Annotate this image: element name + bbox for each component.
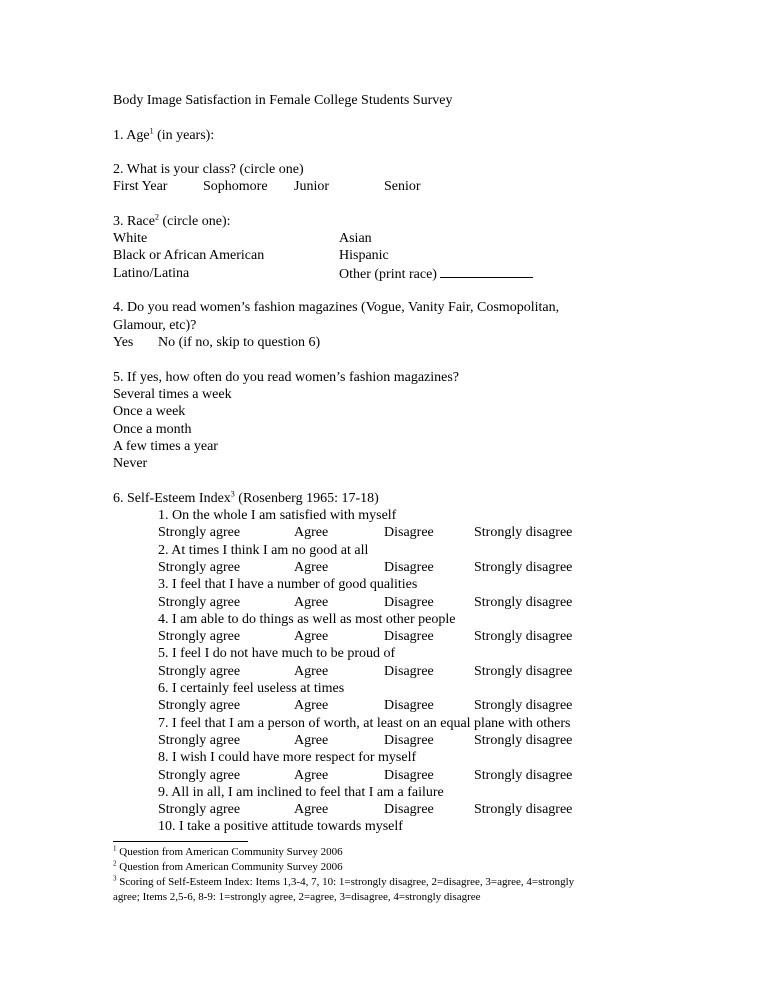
survey-title: Body Image Satisfaction in Female College Students Survey [113,93,453,108]
footnote-1: $^1$ Question from American Community Survey 2006 [113,844,343,858]
strongly-agree-option[interactable]: Strongly agree [158,767,241,783]
self-esteem-statement: 2. At times I think I am no good at all [158,542,369,558]
strongly-agree-option[interactable]: Strongly agree [158,732,241,748]
question-1: 1. Age$^1$ (in years): [113,126,215,143]
question-6: 6. Self-Esteem Index$^3$ (Rosenberg 1965: 17-18) [113,489,379,506]
footnote-ref-3: 3 [230,489,235,499]
strongly-disagree-option[interactable]: Strongly disagree [474,732,573,748]
question-5: 5. If yes, how often do you read women’s fashion magazines? [113,370,460,385]
question-4-line-1: 4. Do you read women’s fashion magazines (Vogue, Vanity Fair, Cosmopolitan, [113,300,560,315]
race-option-hispanic[interactable]: Hispanic [339,248,389,263]
class-option-senior[interactable]: Senior [384,179,421,194]
strongly-agree-option[interactable]: Strongly agree [158,698,241,714]
agree-option[interactable]: Agree [294,559,329,575]
frequency-option[interactable]: Several times a week [113,387,232,402]
strongly-agree-option[interactable]: Strongly agree [158,663,241,679]
agree-option[interactable]: Agree [294,663,329,679]
strongly-agree-option[interactable]: Strongly agree [158,525,241,541]
question-2: 2. What is your class? (circle one) [113,162,304,177]
class-option-sophomore[interactable]: Sophomore [203,179,268,194]
disagree-option[interactable]: Disagree [384,663,434,679]
strongly-disagree-option[interactable]: Strongly disagree [474,802,573,818]
question-4-line-2: Glamour, etc)? [113,318,197,333]
strongly-disagree-option[interactable]: Strongly disagree [474,559,573,575]
self-esteem-statement: 9. All in all, I am inclined to feel that I am a failure [158,784,444,800]
disagree-option[interactable]: Disagree [384,732,434,748]
class-option-junior[interactable]: Junior [294,179,329,194]
agree-option[interactable]: Agree [294,698,329,714]
agree-option[interactable]: Agree [294,802,329,818]
race-option-asian[interactable]: Asian [339,231,372,246]
race-option-white[interactable]: White [113,231,148,246]
self-esteem-statement: 4. I am able to do things as well as most other people [158,611,456,627]
footnote-ref-1: 1 [149,126,154,136]
strongly-agree-option[interactable]: Strongly agree [158,629,241,645]
question-3: 3. Race$^2$ (circle one): [113,212,231,229]
footnote-ref-2: 2 [154,212,159,222]
disagree-option[interactable]: Disagree [384,629,434,645]
agree-option[interactable]: Agree [294,525,329,541]
footnote-divider [113,841,248,842]
footnote-2: $^2$ Question from American Community Survey 2006 [113,859,343,873]
strongly-disagree-option[interactable]: Strongly disagree [474,629,573,645]
agree-option[interactable]: Agree [294,732,329,748]
self-esteem-statement: 8. I wish I could have more respect for myself [158,750,417,766]
self-esteem-statement: 10. I take a positive attitude towards myself [158,819,403,835]
race-option-other[interactable]: Other (print race) [339,265,533,283]
disagree-option[interactable]: Disagree [384,802,434,818]
strongly-disagree-option[interactable]: Strongly disagree [474,767,573,783]
footnote-3: $^3$ Scoring of Self-Esteem Index: Items 1,3-4, 7, 10: 1=strongly disagree, 2=disagree, 3=agree, 4=strongly [113,874,575,888]
self-esteem-statement: 5. I feel I do not have much to be proud of [158,646,396,662]
self-esteem-statement: 7. I feel that I am a person of worth, at least on an equal plane with others [158,715,571,731]
strongly-disagree-option[interactable]: Strongly disagree [474,594,573,610]
strongly-agree-option[interactable]: Strongly agree [158,559,241,575]
agree-option[interactable]: Agree [294,629,329,645]
class-option-first-year[interactable]: First Year [113,179,168,194]
disagree-option[interactable]: Disagree [384,559,434,575]
frequency-option[interactable]: A few times a year [113,439,218,454]
disagree-option[interactable]: Disagree [384,767,434,783]
race-option-latino[interactable]: Latino/Latina [113,266,190,281]
frequency-option[interactable]: Never [113,456,148,471]
frequency-option[interactable]: Once a week [113,404,186,419]
self-esteem-statement: 3. I feel that I have a number of good qualities [158,577,418,593]
frequency-option[interactable]: Once a month [113,422,192,437]
strongly-disagree-option[interactable]: Strongly disagree [474,525,573,541]
magazine-option-no[interactable]: No (if no, skip to question 6) [158,335,321,350]
disagree-option[interactable]: Disagree [384,594,434,610]
strongly-disagree-option[interactable]: Strongly disagree [474,698,573,714]
strongly-agree-option[interactable]: Strongly agree [158,802,241,818]
other-race-blank[interactable] [440,265,533,278]
disagree-option[interactable]: Disagree [384,698,434,714]
race-option-black[interactable]: Black or African American [113,248,265,263]
disagree-option[interactable]: Disagree [384,525,434,541]
magazine-option-yes[interactable]: Yes [113,335,134,350]
self-esteem-statement: 6. I certainly feel useless at times [158,681,345,696]
strongly-disagree-option[interactable]: Strongly disagree [474,663,573,679]
footnote-3-continued: agree; Items 2,5-6, 8-9: 1=strongly agree, 2=agree, 3=disagree, 4=strongly disagree [113,891,481,903]
agree-option[interactable]: Agree [294,594,329,610]
self-esteem-statement: 1. On the whole I am satisfied with myself [158,508,397,523]
strongly-agree-option[interactable]: Strongly agree [158,594,241,610]
agree-option[interactable]: Agree [294,767,329,783]
